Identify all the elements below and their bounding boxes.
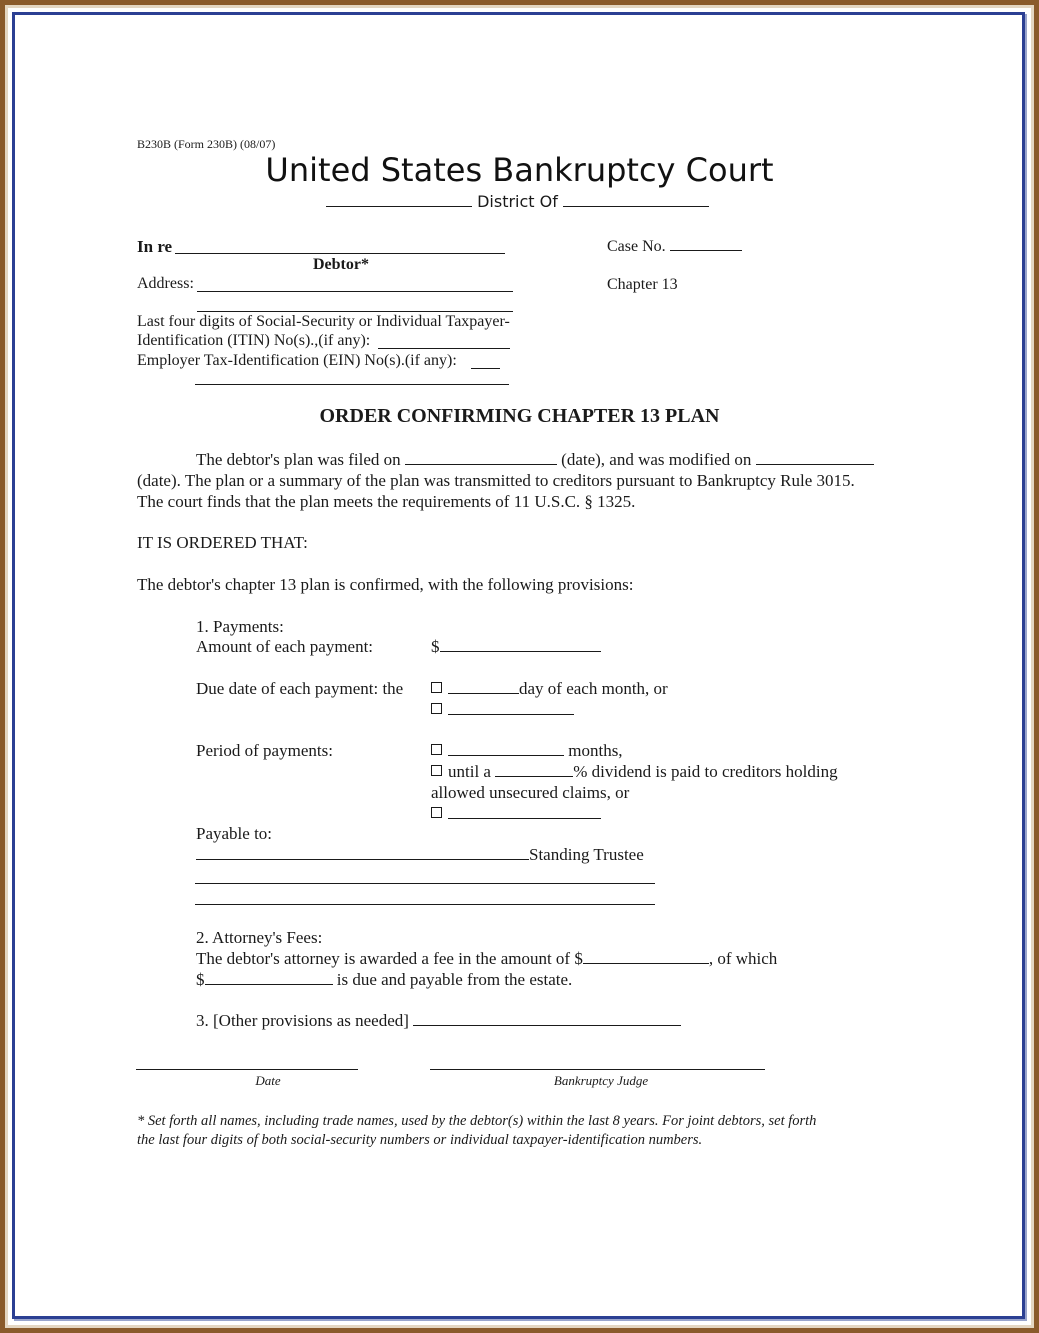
para-line-3: The court finds that the plan meets the requirements of 11 U.S.C. § 1325. xyxy=(137,492,636,511)
confirmed-text: The debtor's chapter 13 plan is confirmed, with the following provisions: xyxy=(137,575,634,594)
dividend-blank[interactable] xyxy=(495,764,573,777)
footnote-line-1: * Set forth all names, including trade names, used by the debtor(s) within the last 8 years. For joint debtors, set forth xyxy=(137,1113,817,1129)
payable-line-2[interactable] xyxy=(195,883,655,884)
standing-trustee-text: Standing Trustee xyxy=(529,845,644,864)
due-amount-blank[interactable] xyxy=(205,972,333,985)
court-title: United States Bankruptcy Court xyxy=(265,151,774,189)
case-no-blank[interactable] xyxy=(670,238,742,251)
amount-label: Amount of each payment: xyxy=(196,637,374,656)
district-blank-left[interactable] xyxy=(326,194,472,207)
payable-label: Payable to: xyxy=(196,824,273,843)
ssn-blank[interactable] xyxy=(378,348,510,349)
period-other-option xyxy=(431,804,601,824)
district-line xyxy=(326,192,709,211)
due-dollar: $ xyxy=(196,970,205,989)
other-provisions-blank[interactable] xyxy=(413,1013,681,1026)
filed-date-blank[interactable] xyxy=(405,452,557,465)
trustee-blank[interactable] xyxy=(196,847,529,860)
of-which-text: , of which xyxy=(708,949,778,968)
address-label: Address: xyxy=(137,275,194,292)
trustee-line xyxy=(196,845,644,865)
payments-heading: 1. Payments: xyxy=(196,617,284,636)
modified-date-blank[interactable] xyxy=(756,452,874,465)
para-line-1 xyxy=(196,450,874,470)
para-line-2: (date). The plan or a summary of the plan was transmitted to creditors pursuant to Bankruptcy Rule 3015. xyxy=(137,471,855,490)
due-date-label: Due date of each payment: the xyxy=(196,679,404,698)
due-other-checkbox[interactable] xyxy=(431,703,442,714)
case-no-line xyxy=(607,238,742,256)
months-option xyxy=(431,741,623,761)
case-no-label: Case No. xyxy=(607,238,666,255)
address-line-2[interactable] xyxy=(197,311,513,312)
debtor-label: Debtor* xyxy=(313,256,369,273)
dividend-checkbox[interactable] xyxy=(431,765,442,776)
attorney-line-2 xyxy=(196,970,572,990)
form-id: B230B (Form 230B) (08/07) xyxy=(137,137,276,151)
due-day-checkbox[interactable] xyxy=(431,682,442,693)
months-text: months, xyxy=(568,741,623,760)
ein-line-2[interactable] xyxy=(195,384,509,385)
ordered-text: IT IS ORDERED THAT: xyxy=(137,533,308,552)
date-signature-line[interactable] xyxy=(136,1069,358,1070)
attorney-heading: 2. Attorney's Fees: xyxy=(196,928,323,947)
amount-blank[interactable] xyxy=(440,639,601,652)
period-other-blank[interactable] xyxy=(448,806,601,819)
months-blank[interactable] xyxy=(448,743,564,756)
months-checkbox[interactable] xyxy=(431,744,442,755)
due-day-option xyxy=(431,679,668,699)
amount-field xyxy=(431,637,601,657)
day-of-month-text: day of each month, or xyxy=(519,679,668,698)
period-label: Period of payments: xyxy=(196,741,333,760)
dividend-option xyxy=(431,762,838,782)
ein-line: Employer Tax-Identification (EIN) No(s).(if any): xyxy=(137,352,457,369)
in-re-line[interactable] xyxy=(175,253,505,254)
para-filed-text: The debtor's plan was filed on xyxy=(196,450,401,469)
attorney-fee-text: The debtor's attorney is awarded a fee in the amount of $ xyxy=(196,949,583,968)
attorney-line-1 xyxy=(196,949,777,969)
until-a-text: until a xyxy=(448,762,491,781)
order-title: ORDER CONFIRMING CHAPTER 13 PLAN xyxy=(319,405,720,427)
other-provisions-text: 3. [Other provisions as needed] xyxy=(196,1011,409,1030)
fee-amount-blank[interactable] xyxy=(583,951,709,964)
period-other-checkbox[interactable] xyxy=(431,807,442,818)
payable-line-3[interactable] xyxy=(195,904,655,905)
ein-blank[interactable] xyxy=(471,368,500,369)
in-re-label: In re xyxy=(137,237,173,256)
judge-signature-line[interactable] xyxy=(430,1069,765,1070)
ssn-line-1: Last four digits of Social-Security or Individual Taxpayer- xyxy=(137,313,510,330)
dividend-text: % dividend is paid to creditors holding xyxy=(573,762,838,781)
due-day-blank[interactable] xyxy=(448,681,519,694)
district-blank-right[interactable] xyxy=(563,194,709,207)
date-caption: Date xyxy=(255,1073,281,1088)
district-label: District Of xyxy=(477,192,558,211)
address-line-1[interactable] xyxy=(197,291,513,292)
due-payable-text: is due and payable from the estate. xyxy=(336,970,573,989)
due-other-blank[interactable] xyxy=(448,702,574,715)
chapter-label: Chapter 13 xyxy=(607,276,678,293)
other-provisions-line xyxy=(196,1011,681,1031)
amount-dollar: $ xyxy=(431,637,440,656)
footnote-line-2: the last four digits of both social-security numbers or individual taxpayer-identification numbers. xyxy=(137,1132,703,1148)
ssn-line-2: Identification (ITIN) No(s).,(if any): xyxy=(137,332,371,349)
judge-caption: Bankruptcy Judge xyxy=(553,1073,649,1088)
para-modified-text: (date), and was modified on xyxy=(561,450,752,469)
due-other-option xyxy=(431,700,574,720)
allowed-claims-text: allowed unsecured claims, or xyxy=(431,783,630,802)
